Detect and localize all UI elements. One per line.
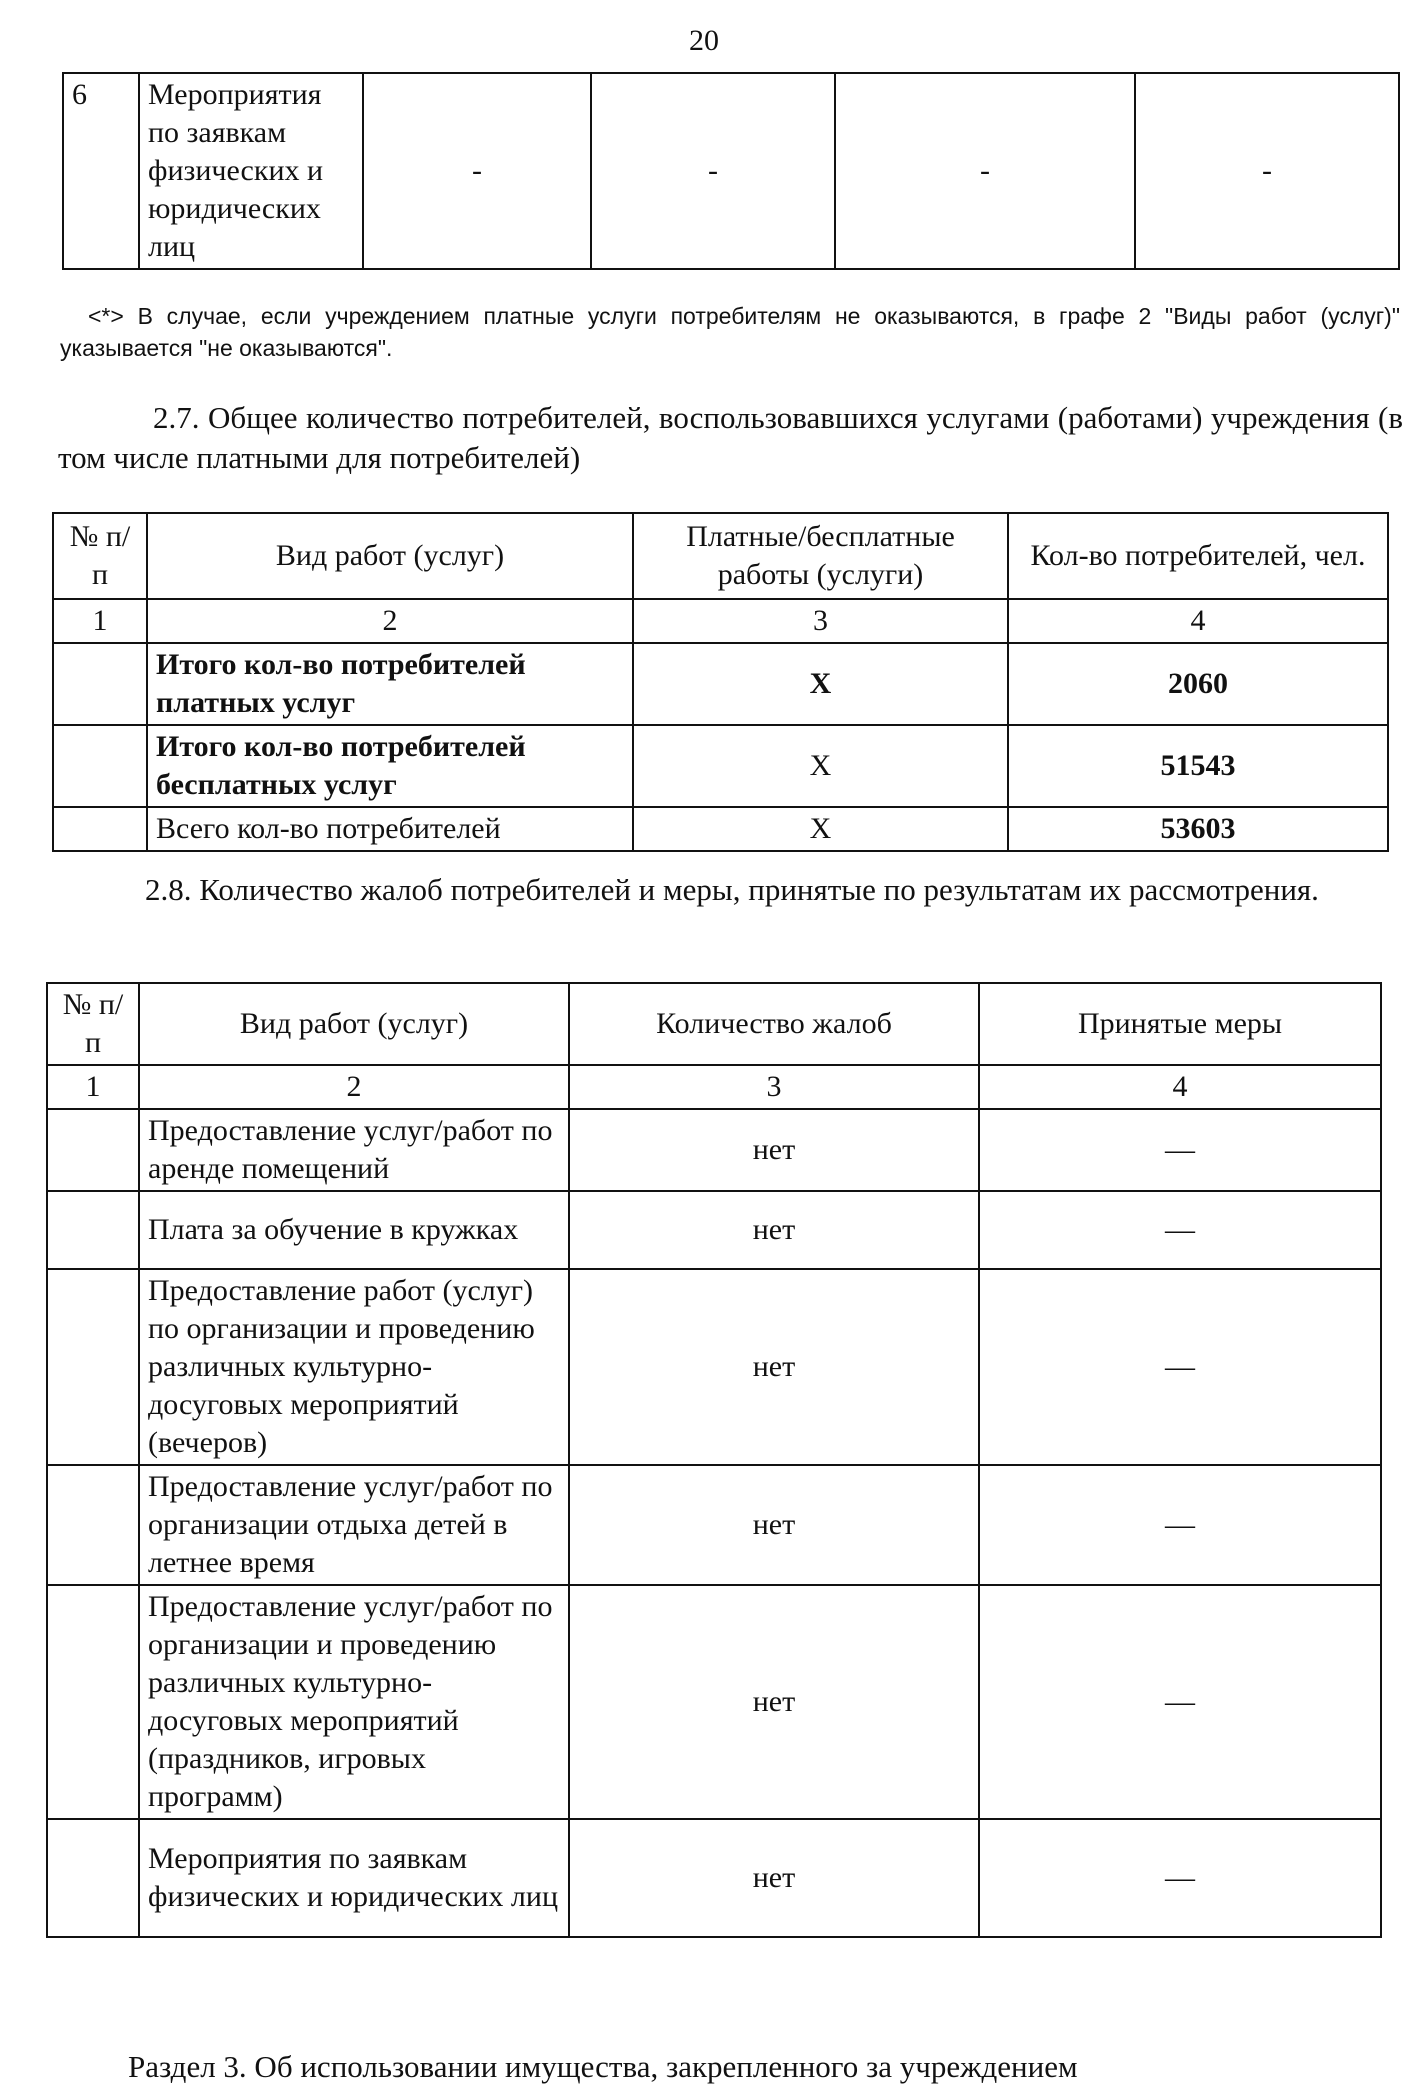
row-complaints: нет (569, 1191, 979, 1269)
row-name: Предоставление услуг/работ по организации и проведению различных культурно-досуговых мероприятий (праздников, игровых программ) (139, 1585, 569, 1819)
header-cell: Вид работ (услуг) (147, 513, 633, 599)
row-number (47, 1269, 139, 1465)
row-type: X (633, 725, 1008, 807)
header-cell: № п/п (53, 513, 147, 599)
row-number (47, 1191, 139, 1269)
header-cell: Количество жалоб (569, 983, 979, 1065)
row-name: Предоставление услуг/работ по организации отдыха детей в летнее время (139, 1465, 569, 1585)
row-name: Итого кол-во потребителей бесплатных услуг (147, 725, 633, 807)
row-name: Плата за обучение в кружках (139, 1191, 569, 1269)
column-number-row (53, 599, 1388, 643)
section-2-7-heading: 2.7. Общее количество потребителей, воспользовавшихся услугами (работами) учреждения (в том числе платными для потребителей) (58, 400, 1403, 475)
row-measures: — (979, 1465, 1381, 1585)
table-complaints (46, 982, 1382, 1938)
row-complaints: нет (569, 1585, 979, 1819)
header-cell: Вид работ (услуг) (139, 983, 569, 1065)
table-row (47, 1819, 1381, 1937)
row-name: Мероприятия по заявкам физических и юридических лиц (139, 1819, 569, 1937)
row-complaints: нет (569, 1109, 979, 1191)
row-complaints: нет (569, 1819, 979, 1937)
row-number (53, 807, 147, 851)
table-header-row (47, 983, 1381, 1065)
cell-value: - (363, 73, 591, 269)
header-cell: Принятые меры (979, 983, 1381, 1065)
row-name: Итого кол-во потребителей платных услуг (147, 643, 633, 725)
column-number: 3 (633, 599, 1008, 643)
row-count: 53603 (1008, 807, 1388, 851)
row-number (53, 643, 147, 725)
row-count: 2060 (1008, 643, 1388, 725)
row-type: X (633, 643, 1008, 725)
row-complaints: нет (569, 1465, 979, 1585)
table-top-continuation (62, 72, 1400, 270)
row-number (47, 1819, 139, 1937)
table-consumers (52, 512, 1389, 852)
column-number: 4 (1008, 599, 1388, 643)
table-header-row (53, 513, 1388, 599)
row-complaints: нет (569, 1269, 979, 1465)
table-row (47, 1269, 1381, 1465)
row-measures: — (979, 1191, 1381, 1269)
cell-value: - (835, 73, 1135, 269)
table-row (53, 725, 1388, 807)
row-number (47, 1585, 139, 1819)
header-cell: Кол-во потребителей, чел. (1008, 513, 1388, 599)
row-name: Мероприятия по заявкам физических и юридических лиц (139, 73, 363, 269)
footnote: <*> В случае, если учреждением платные услуги потребителям не оказываются, в графе 2 "Виды работ (услуг)" указывается "не оказываются". (60, 303, 1400, 361)
row-count: 51543 (1008, 725, 1388, 807)
cell-value: - (591, 73, 835, 269)
row-name: Предоставление услуг/работ по аренде помещений (139, 1109, 569, 1191)
header-cell: Платные/бесплатные работы (услуги) (633, 513, 1008, 599)
row-measures: — (979, 1585, 1381, 1819)
column-number-row (47, 1065, 1381, 1109)
table-row (47, 1585, 1381, 1819)
column-number: 2 (147, 599, 633, 643)
section-3-heading: Раздел 3. Об использовании имущества, закрепленного за учреждением (128, 2049, 1078, 2084)
row-number (47, 1465, 139, 1585)
row-measures: — (979, 1109, 1381, 1191)
row-number (53, 725, 147, 807)
column-number: 1 (53, 599, 147, 643)
column-number: 1 (47, 1065, 139, 1109)
row-measures: — (979, 1269, 1381, 1465)
page-number: 20 (689, 24, 719, 57)
column-number: 3 (569, 1065, 979, 1109)
row-number (47, 1109, 139, 1191)
row-name: Всего кол-во потребителей (147, 807, 633, 851)
table-row (47, 1191, 1381, 1269)
row-measures: — (979, 1819, 1381, 1937)
row-name: Предоставление работ (услуг) по организации и проведению различных культурно-досуговых мероприятий (вечеров) (139, 1269, 569, 1465)
column-number: 2 (139, 1065, 569, 1109)
section-2-8-heading: 2.8. Количество жалоб потребителей и меры, принятые по результатам их рассмотрения. (145, 872, 1319, 907)
table-row (53, 807, 1388, 851)
row-type: X (633, 807, 1008, 851)
table-row (47, 1465, 1381, 1585)
column-number: 4 (979, 1065, 1381, 1109)
cell-value: - (1135, 73, 1399, 269)
row-number: 6 (63, 73, 139, 269)
header-cell: № п/п (47, 983, 139, 1065)
table-row (47, 1109, 1381, 1191)
table-row (53, 643, 1388, 725)
table-row (63, 73, 1399, 269)
